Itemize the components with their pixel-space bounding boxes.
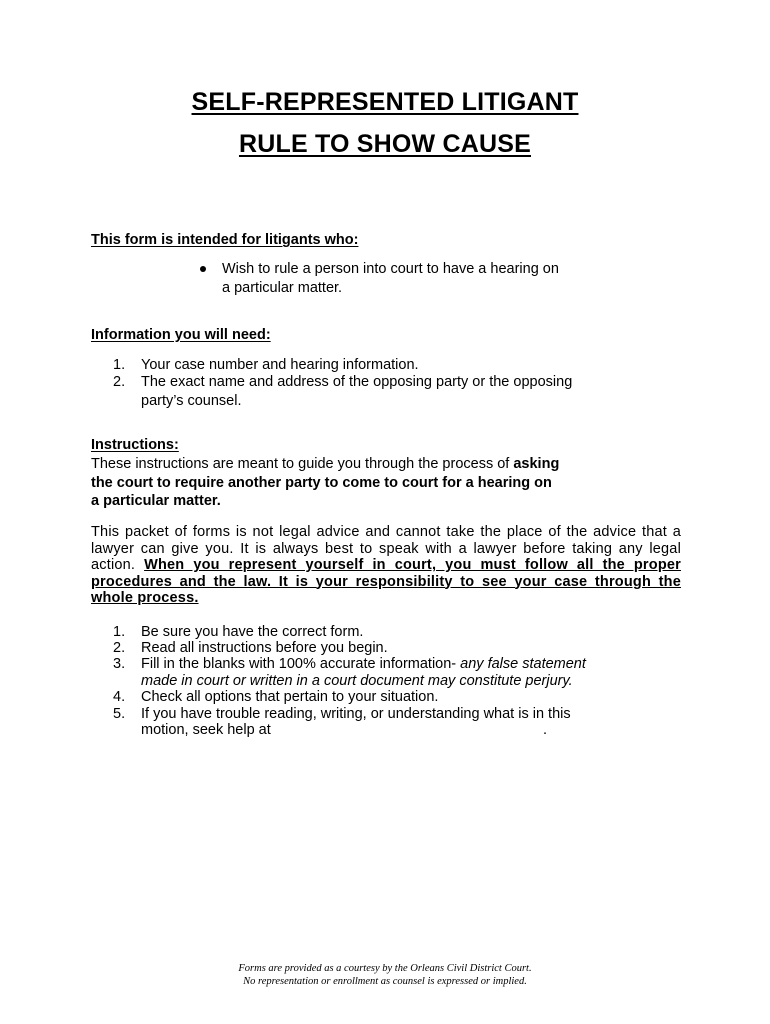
page-title: SELF-REPRESENTED LITIGANT (191, 88, 579, 116)
packet-paragraph (91, 524, 681, 607)
step-5: If you have trouble reading, writing, or understanding what is in this (141, 706, 571, 722)
bullet-icon (200, 266, 206, 272)
instructions-intro-line3: a particular matter. (91, 493, 221, 509)
step-3-italic-2: made in court or written in a court document may constitute perjury. (141, 673, 573, 689)
step-4: Check all options that pertain to your situation. (141, 689, 439, 705)
info-item-2: The exact name and address of the opposing party or the opposing (141, 374, 573, 390)
info-item-number: 2. (113, 374, 126, 390)
step-3-italic-1: any false statement (460, 656, 586, 672)
packet-bold-text: When you represent yourself in court, you must follow all the proper procedures and the law. It is your responsibility to see your case through the whole process. (91, 557, 681, 606)
step-3 (141, 656, 681, 673)
instructions-intro-prefix: These instructions are meant to guide you through the process of (91, 456, 510, 472)
step-number: 2. (113, 640, 126, 656)
intended-bullet-line2: a particular matter. (222, 280, 343, 296)
step-2: Read all instructions before you begin. (141, 640, 388, 656)
instructions-heading: Instructions: (91, 437, 179, 453)
instructions-intro-line2: the court to require another party to come to court for a hearing on (91, 475, 552, 491)
step-5-end: . (543, 722, 548, 738)
info-item-2-cont: party’s counsel. (141, 393, 242, 409)
step-number: 1. (113, 624, 126, 640)
step-number: 5. (113, 706, 126, 722)
info-item-number: 1. (113, 357, 126, 373)
step-number: 4. (113, 689, 126, 705)
step-3-text: Fill in the blanks with 100% accurate information- (141, 656, 457, 672)
footer-line2: No representation or enrollment as counsel is expressed or implied. (243, 976, 527, 987)
intended-bullet-line1: Wish to rule a person into court to have a hearing on (222, 261, 559, 277)
page-subtitle: RULE TO SHOW CAUSE (238, 130, 532, 158)
instructions-intro-bold-1: asking (513, 456, 560, 472)
instructions-intro-line1 (91, 456, 691, 473)
step-number: 3. (113, 656, 126, 672)
step-5-line2: motion, seek help at (141, 722, 271, 738)
footer-line1: Forms are provided as a courtesy by the Orleans Civil District Court. (238, 963, 532, 974)
step-5-cont (141, 722, 681, 739)
packet-text: This packet of forms is not legal advice and cannot take the place of the advice that a lawyer can give you. It is always best to speak with a lawyer before taking any legal action. (91, 524, 681, 573)
info-heading: Information you will need: (91, 327, 271, 343)
intended-heading: This form is intended for litigants who: (91, 232, 359, 248)
info-item-1: Your case number and hearing information. (141, 357, 419, 373)
step-1: Be sure you have the correct form. (141, 624, 364, 640)
